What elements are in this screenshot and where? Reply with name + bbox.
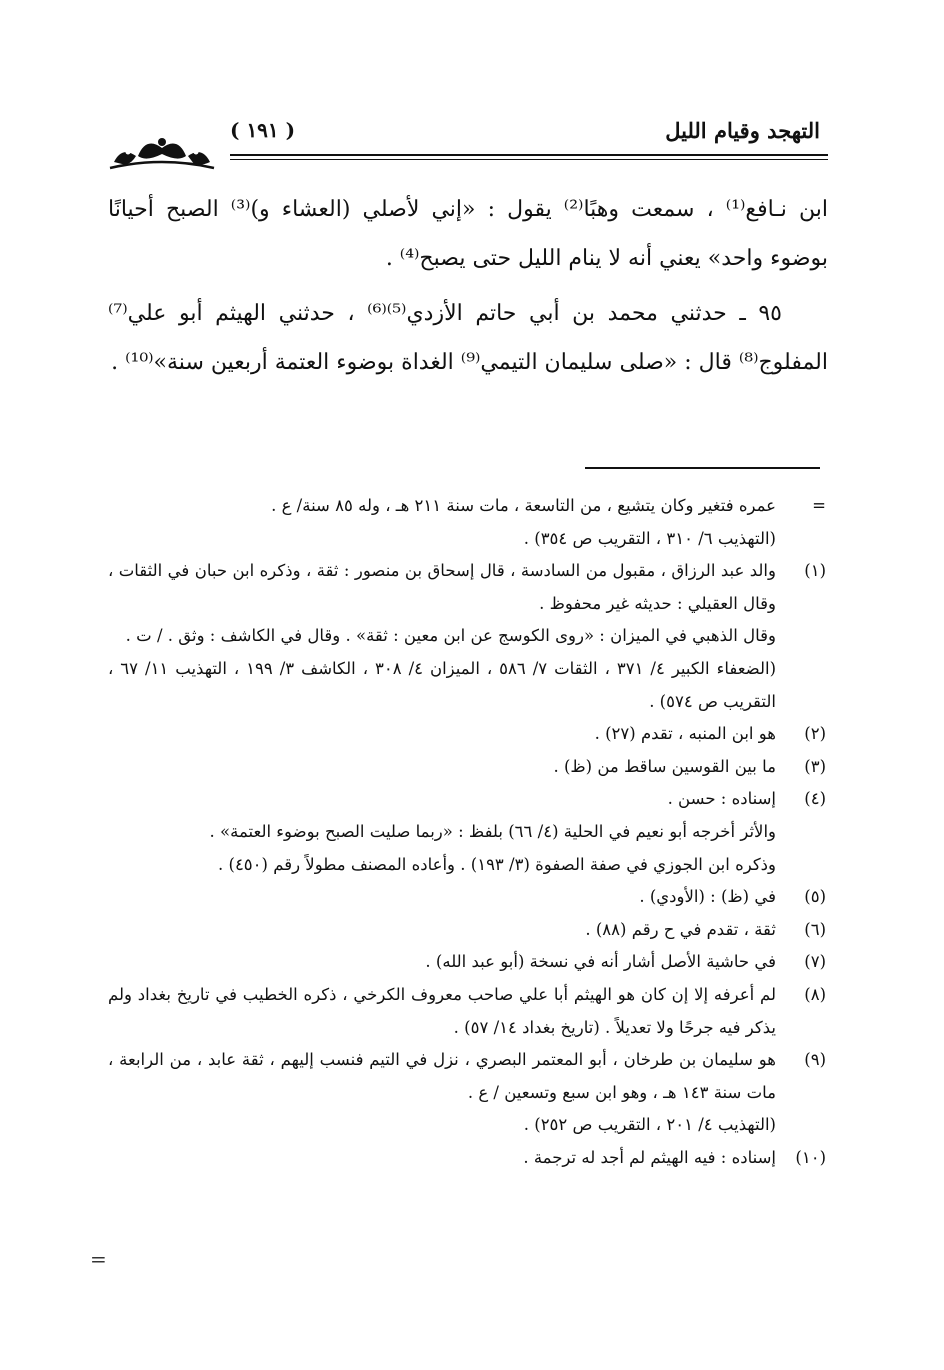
header-rule [230, 154, 828, 156]
footnote-text: إسناده : فيه الهيثم لم أجد له ترجمة . [523, 1147, 776, 1167]
floral-ornament-icon [108, 126, 216, 172]
footnote-text: ثقة ، تقدم في ح رقم (٨٨) . [585, 919, 776, 939]
footnote-item [108, 555, 826, 718]
footnote-continuation [108, 490, 826, 555]
header-rule-thin [230, 159, 828, 160]
footnote-item [108, 751, 826, 784]
footnote-text: (الضعفاء الكبير ٤/ ٣٧١ ، الثقات ٧/ ٥٨٦ ، الميزان ٤/ ٣٠٨ ، الكاشف ٣/ ١٩٩ ، التهذيب ١١/ ٦٧ ، التقريب ص ٥٧٤) . [108, 658, 777, 711]
footnote-text: في حاشية الأصل أشار أنه في نسخة (أبو عبد الله) . [425, 952, 776, 972]
footnote-separator [585, 467, 820, 469]
footnote-marker: (٦) [804, 919, 826, 939]
footnote-marker: (٩) [804, 1050, 826, 1070]
footnote-text: والد عبد الرزاق ، مقبول من السادسة ، قال إسحاق بن منصور : ثقة ، وذكره ابن حبان في الثقات ، وقال العقيلي : حديثه غير محفوظ . [108, 561, 776, 613]
footnote-marker: (٧) [804, 952, 826, 972]
footnote-list [108, 555, 826, 1174]
footnote-text: ما بين القوسين ساقط من (ظ) . [553, 756, 776, 776]
footnote-marker: (١) [804, 561, 826, 581]
footnote-text: والأثر أخرجه أبو نعيم في الحلية (٤/ ٦٦) بلفظ : «ربما صليت الصبح بوضوء العتمة» . [209, 821, 776, 841]
footnote-item [108, 783, 826, 881]
footnote-marker: (٨) [804, 984, 826, 1004]
footnote-item [108, 946, 826, 979]
page-number: ( ١٩١ ) [230, 118, 296, 142]
footnote-item [108, 1044, 826, 1142]
footnote-marker: (٣) [804, 756, 826, 776]
footnote-marker: = [812, 496, 826, 515]
footnote-text: لم أعرفه إلا إن كان هو الهيثم أبا علي صاحب معروف الكرخي ، ذكره الخطيب في تاريخ بغداد ولم يذكر فيه جرحًا ولا تعديلاً . (تاريخ بغداد ١٤/ ٥٧) . [108, 984, 776, 1037]
footnote-marker: (٤) [804, 789, 826, 809]
body-paragraph-1: ابن نـافع⁽¹⁾ ، سمعت وهبًا⁽²⁾ يقول : «إني لأصلي (العشاء و)⁽³⁾ الصبح أحيانًا بوضوء واحد» يعني أنه لا ينام الليل حتى يصبح⁽⁴⁾ . [108, 197, 828, 271]
footnote-line: عمره فتغير وكان يتشيع ، من التاسعة ، مات سنة ٢١١ هـ ، وله ٨٥ سنة/ ع . [271, 496, 776, 515]
footnote-item [108, 881, 826, 914]
running-title: التهجد وقيام الليل [665, 118, 820, 143]
footnote-text: في (ظ) : (الأودي) . [639, 887, 776, 907]
footnote-text: هو سليمان بن طرخان ، أبو المعتمر البصري ، نزل في التيم فنسب إليهم ، ثقة عابد ، من الرابعة ، مات سنة ١٤٣ هـ ، وهو ابن سبع وتسعين / ع . [108, 1050, 776, 1102]
footnote-marker: (٢) [804, 724, 826, 744]
footnote-text: (التهذيب ٤/ ٢٠١ ، التقريب ص ٢٥٢) . [523, 1115, 776, 1135]
continuation-mark: = [90, 1247, 107, 1271]
body-paragraph-2: ٩٥ ـ حدثني محمد بن أبي حاتم الأزدي⁽⁵⁾⁽⁶⁾ ، حدثني الهيثم أبو علي⁽⁷⁾ المفلوج⁽⁸⁾ قال : «صلى سليمان التيمي⁽⁹⁾ الغداة بوضوء العتمة أربعين سنة»⁽¹⁰⁾ . [108, 301, 828, 375]
footnote-text: إسناده : حسن . [667, 789, 776, 809]
footnote-marker: (٥) [804, 887, 826, 907]
footnote-text: وذكره ابن الجوزي في صفة الصفوة (٣/ ١٩٣) . وأعاده المصنف مطولاً رقم (٤٥٠) . [218, 854, 776, 874]
footnote-item [108, 914, 826, 947]
main-text [108, 185, 828, 387]
footnote-item [108, 718, 826, 751]
footnote-item [108, 1142, 826, 1175]
page-header [108, 112, 828, 172]
footnotes [108, 490, 826, 1174]
footnote-line: (التهذيب ٦/ ٣١٠ ، التقريب ص ٣٥٤) . [523, 528, 776, 548]
footnote-marker: (١٠) [795, 1147, 826, 1167]
footnote-item [108, 979, 826, 1044]
footnote-text: هو ابن المنبه ، تقدم (٢٧) . [594, 724, 776, 744]
footnote-text: وقال الذهبي في الميزان : «روى الكوسج عن ابن معين : ثقة» . وقال في الكاشف : وثق . / ت . [125, 626, 776, 646]
